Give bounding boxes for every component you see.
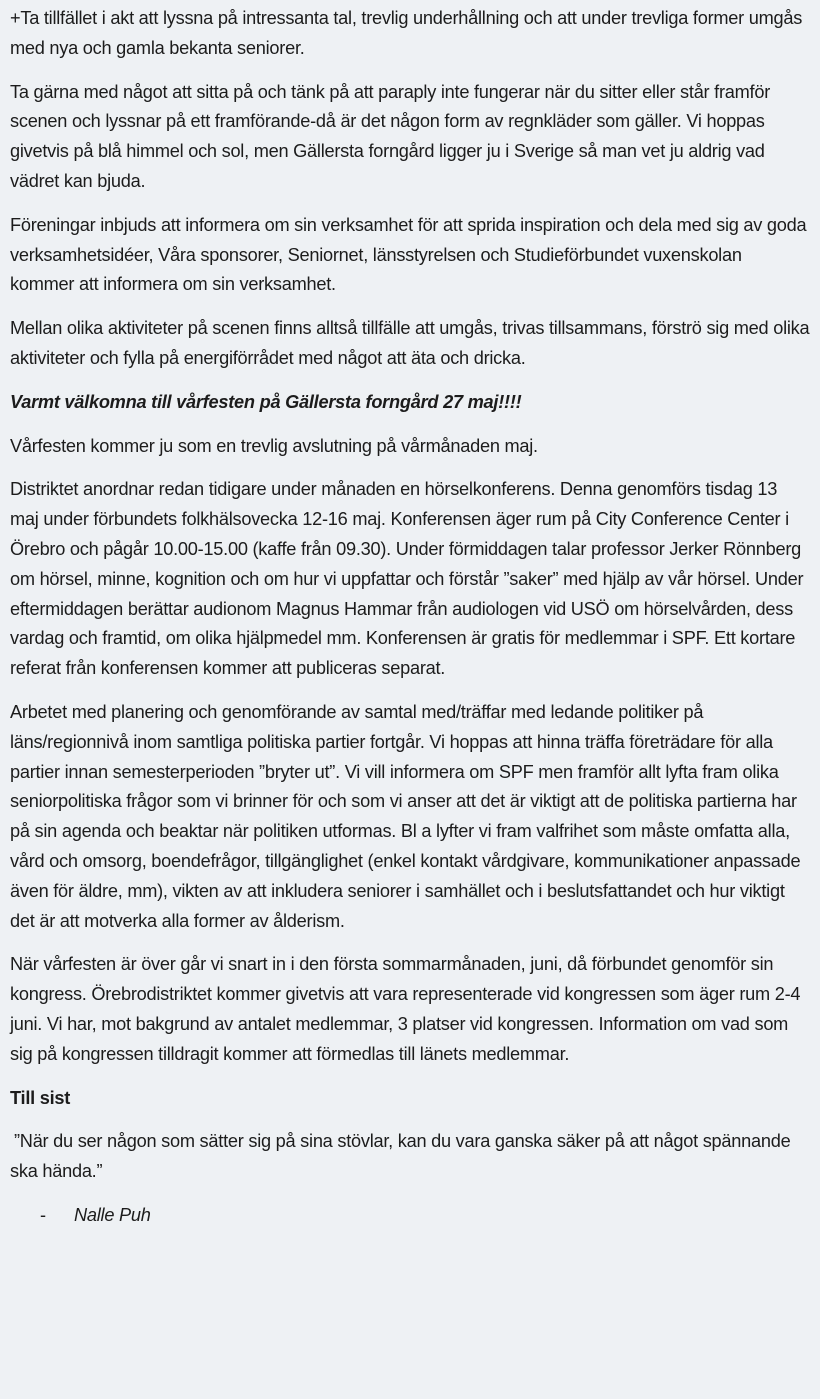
paragraph-activities: Mellan olika aktiviteter på scenen finns alltså tillfälle att umgås, trivas tillsammans, förströ sig med olika aktiviteter och fylla på energiförrådet med något att äta och dricka. [10,318,810,368]
paragraph-spring-party: Vårfesten kommer ju som en trevlig avslutning på vårmånaden maj. [10,435,538,456]
paragraph-hearing-conference: Distriktet anordnar redan tidigare under månaden en hörselkonferens. Denna genomförs tisdag 13 maj under förbundets folkhälsovecka 12-16 maj. Konferensen äger rum på City Conference Center i Örebro och pågår 10.00-15.00 (kaffe från 09.30). Under förmiddagen talar professor Jerker Rönnberg om hörsel, minne, kognition och om hur vi uppfattar och förstår ”saker” med hjälp av vår hörsel. Under eftermiddagen berättar audionom Magnus Hammar från audiologen vid USÖ om hörselvården, dess vardag och framtid, om olika hjälpmedel mm. Konferensen är gratis för medlemmar i SPF. Ett kortare referat från konferensen kommer att publiceras separat. [10,479,804,679]
paragraph-politics: Arbetet med planering och genomförande av samtal med/träffar med ledande politiker på läns/regionnivå inom samtliga politiska partier fortgår. Vi hoppas att hinna träffa företrädare för alla partier innan semesterperioden ”bryter ut”. Vi vill informera om SPF men framför allt lyfta fram olika seniorpolitiska frågor som vi brinner för och som vi anser att det är viktigt att de politiska partierna har på sin agenda och beaktar när politiken utformas. Bl a lyfter vi fram valfrihet som måste omfatta alla, vård och omsorg, boendefrågor, tillgänglighet (enkel kontakt vårdgivare, kommunikationer anpassade även för äldre, mm), vikten av att inkludera seniorer i samhället och i beslutsfattandet och hur viktigt det är att motverka alla former av ålderism. [10,701,801,931]
quote-attribution [10,1201,810,1231]
attribution-dash: - [40,1204,46,1225]
paragraph-associations: Föreningar inbjuds att informera om sin verksamhet för att sprida inspiration och dela med sig av goda verksamhetsidéer, Våra sponsorer, Seniornet, länsstyrelsen och Studieförbundet vuxenskolan kommer att informera om sin verksamhet. [10,214,807,295]
attribution-name: Nalle Puh [74,1204,151,1225]
closing-heading: Till sist [10,1087,71,1108]
paragraph-congress: När vårfesten är över går vi snart in i den första sommarmånaden, juni, då förbundet genomför sin kongress. Örebrodistriktet kommer givetvis att vara representerade vid kongressen som äger rum 2-4 juni. Vi har, mot bakgrund av antalet medlemmar, 3 platser vid kongressen. Information om vad som sig på kongressen tilldragit kommer att förmedlas till länets medlemmar. [10,954,801,1064]
welcome-heading: Varmt välkomna till vårfesten på Gällersta forngård 27 maj!!!! [10,391,522,412]
paragraph-intro: +Ta tillfället i akt att lyssna på intressanta tal, trevlig underhållning och att under trevliga former umgås med nya och gamla bekanta seniorer. [10,8,803,58]
closing-quote: ”När du ser någon som sätter sig på sina stövlar, kan du vara ganska säker på att något spännande ska hända.” [10,1131,791,1182]
paragraph-weather: Ta gärna med något att sitta på och tänk på att paraply inte fungerar när du sitter eller står framför scenen och lyssnar på ett framförande-då är det någon form av regnkläder som gäller. Vi hoppas givetvis på blå himmel och sol, men Gällersta forngård ligger ju i Sverige så man vet ju aldrig vad vädret kan bjuda. [10,81,771,191]
